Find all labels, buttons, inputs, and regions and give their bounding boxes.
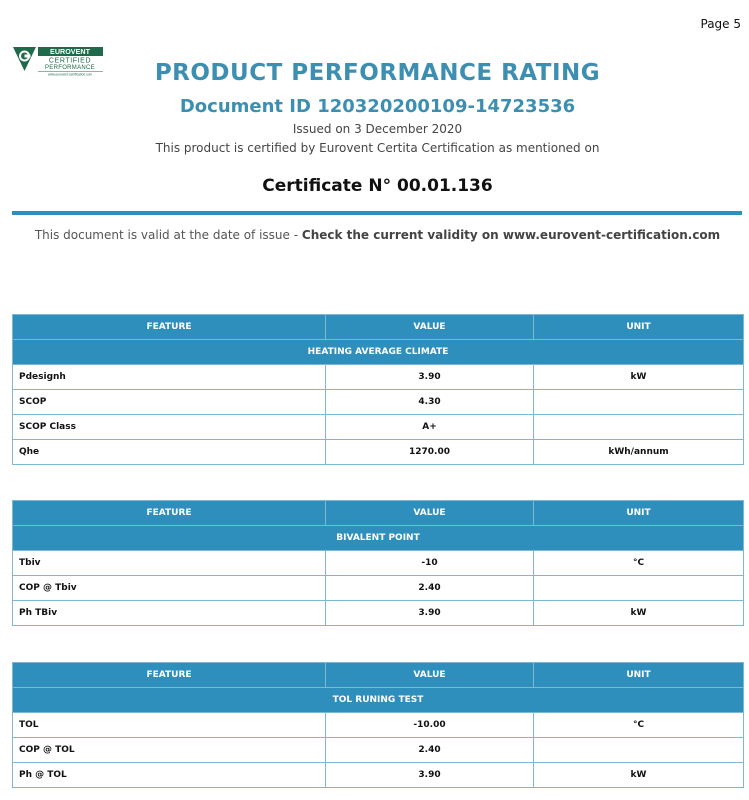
unit-cell: kW [534, 365, 744, 390]
feature-cell: Qhe [13, 440, 326, 465]
unit-cell: °C [534, 551, 744, 576]
section-title: HEATING AVERAGE CLIMATE [13, 340, 744, 365]
logo-text-1: EUROVENT [50, 47, 90, 57]
table-row [13, 738, 744, 763]
section-title: TOL RUNING TEST [13, 688, 744, 713]
table-row [13, 365, 744, 390]
feature-cell: TOL [13, 713, 326, 738]
unit-cell: kW [534, 601, 744, 626]
value-cell: 1270.00 [326, 440, 534, 465]
table-row [13, 390, 744, 415]
value-cell: A+ [326, 415, 534, 440]
column-header-value: VALUE [326, 501, 534, 526]
table-header-row [13, 315, 744, 340]
unit-cell [534, 738, 744, 763]
value-cell: 3.90 [326, 601, 534, 626]
header-divider [12, 211, 742, 215]
spec-table-heating [12, 314, 744, 465]
column-header-feature: FEATURE [13, 315, 326, 340]
value-cell: 2.40 [326, 738, 534, 763]
section-row [13, 340, 744, 365]
table-header-row [13, 501, 744, 526]
feature-cell: Tbiv [13, 551, 326, 576]
issued-date: Issued on 3 December 2020 [292, 122, 463, 136]
value-cell: 3.90 [326, 763, 534, 788]
section-row [13, 526, 744, 551]
validity-note [0, 228, 749, 242]
table-row [13, 713, 744, 738]
column-header-value: VALUE [326, 315, 534, 340]
feature-cell: Ph @ TOL [13, 763, 326, 788]
validity-link-text: Check the current validity on www.eurovent-certification.com [301, 228, 721, 242]
unit-cell: kW [534, 763, 744, 788]
feature-cell: Pdesignh [13, 365, 326, 390]
column-header-feature: FEATURE [13, 663, 326, 688]
feature-cell: SCOP Class [13, 415, 326, 440]
unit-cell: kWh/annum [534, 440, 744, 465]
column-header-value: VALUE [326, 663, 534, 688]
logo-text-2: CERTIFIED [48, 57, 92, 65]
page-number: Page 5 [700, 17, 741, 31]
unit-cell [534, 415, 744, 440]
spec-table-tol [12, 662, 744, 788]
value-cell: -10.00 [326, 713, 534, 738]
table-row [13, 415, 744, 440]
value-cell: -10 [326, 551, 534, 576]
table-row [13, 440, 744, 465]
logo-text-3: PERFORMANCE [45, 65, 95, 71]
column-header-unit: UNIT [534, 663, 744, 688]
column-header-feature: FEATURE [13, 501, 326, 526]
column-header-unit: UNIT [534, 501, 744, 526]
section-row [13, 688, 744, 713]
certified-text: This product is certified by Eurovent Certita Certification as mentioned on [155, 141, 600, 155]
feature-cell: SCOP [13, 390, 326, 415]
table-row [13, 551, 744, 576]
table-row [13, 601, 744, 626]
value-cell: 3.90 [326, 365, 534, 390]
value-cell: 4.30 [326, 390, 534, 415]
document-id: Document ID 120320200109-14723536 [179, 96, 576, 117]
table-header-row [13, 663, 744, 688]
value-cell: 2.40 [326, 576, 534, 601]
spec-table-bivalent [12, 500, 744, 626]
table-row [13, 763, 744, 788]
column-header-unit: UNIT [534, 315, 744, 340]
feature-cell: COP @ Tbiv [13, 576, 326, 601]
logo-url: www.eurovent-certification.com [47, 72, 93, 77]
unit-cell [534, 390, 744, 415]
section-title: BIVALENT POINT [13, 526, 744, 551]
validity-prefix: This document is valid at the date of issue - [34, 228, 302, 242]
feature-cell: Ph TBiv [13, 601, 326, 626]
unit-cell [534, 576, 744, 601]
unit-cell: °C [534, 713, 744, 738]
table-row [13, 576, 744, 601]
feature-cell: COP @ TOL [13, 738, 326, 763]
certificate-number: Certificate N° 00.01.136 [262, 176, 493, 196]
page-title: PRODUCT PERFORMANCE RATING [154, 60, 601, 86]
